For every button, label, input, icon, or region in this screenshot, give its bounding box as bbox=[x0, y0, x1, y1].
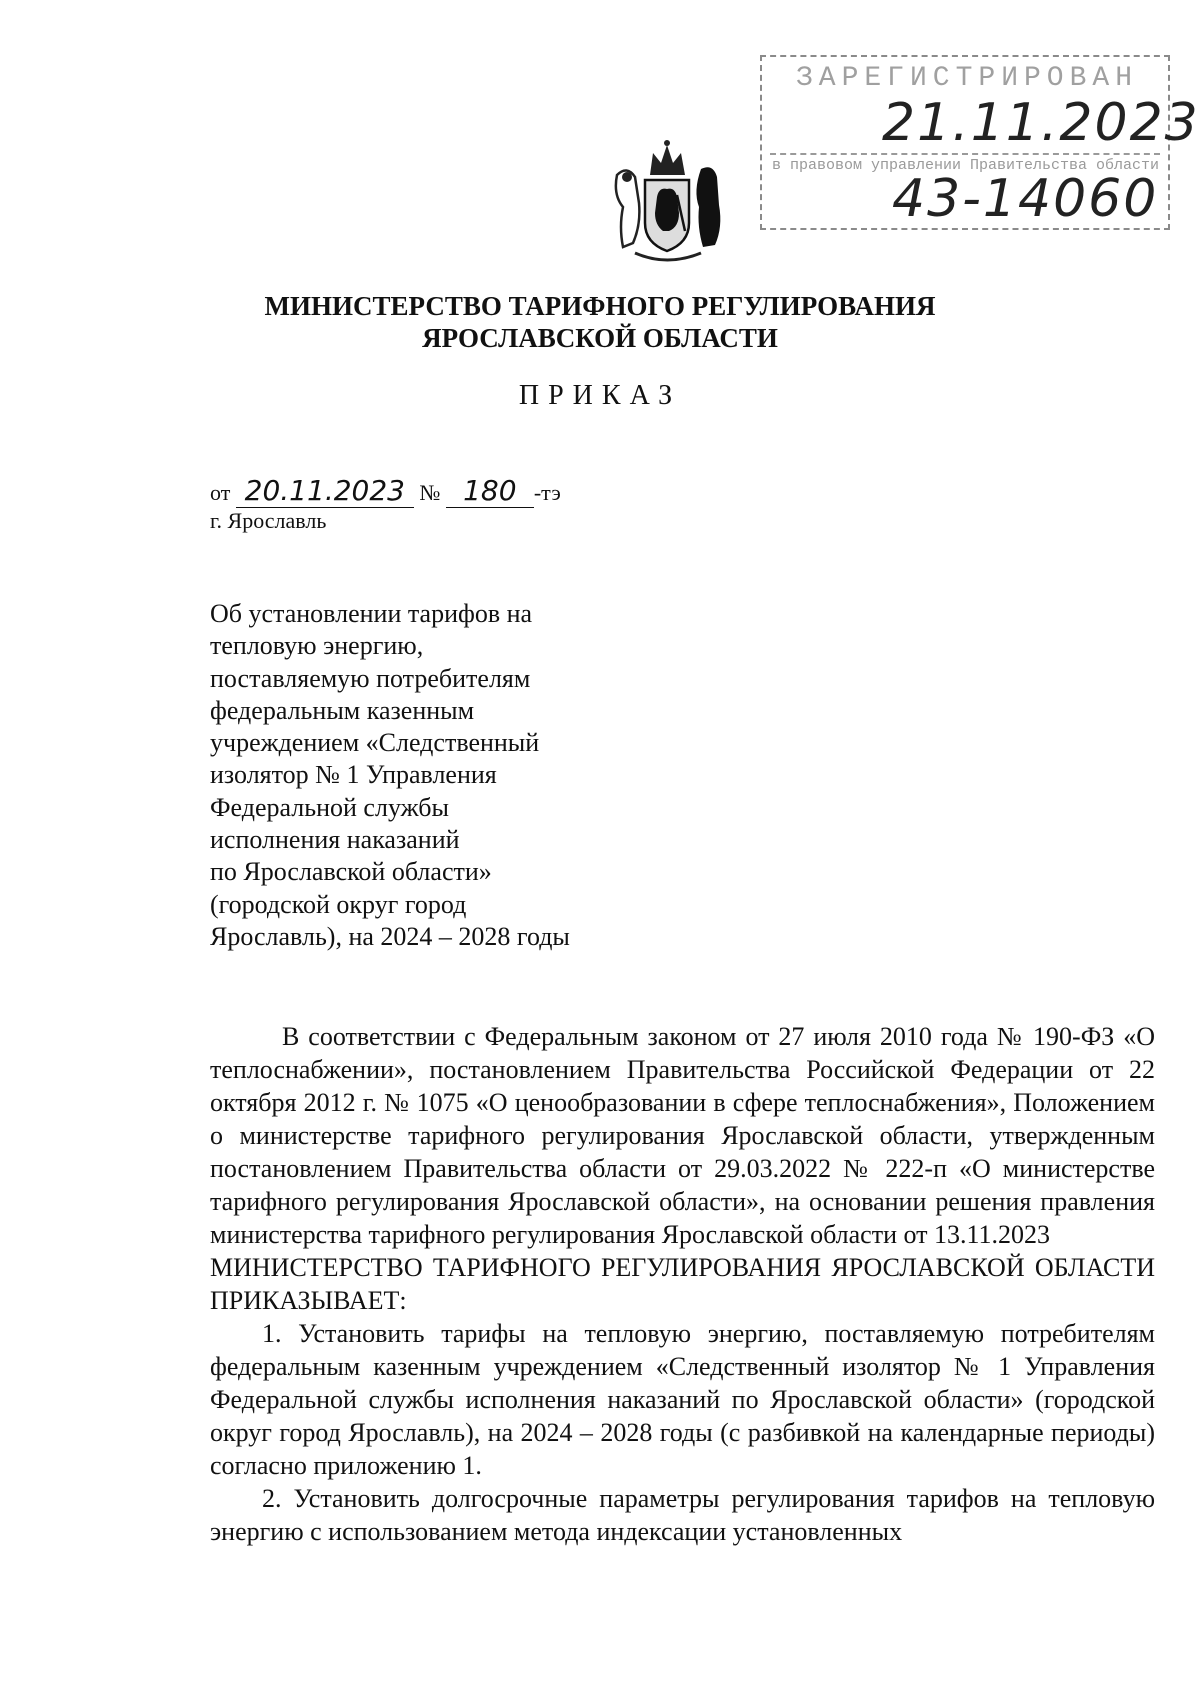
document-type: ПРИКАЗ bbox=[518, 380, 682, 411]
stamp-title: ЗАРЕГИСТРИРОВАН bbox=[795, 63, 1139, 94]
order-date: 20.11.2023 bbox=[236, 474, 414, 508]
subject-line: Ярославль), на 2024 – 2028 годы bbox=[210, 921, 570, 951]
order-body bbox=[210, 1020, 1155, 1548]
order-suffix: -тэ bbox=[533, 480, 561, 505]
subject-line: поставляемую потребителям bbox=[210, 663, 531, 693]
subject-line: тепловую энергию, bbox=[210, 631, 424, 661]
subject-line: изолятор № 1 Управления bbox=[210, 760, 497, 790]
yaroslavl-coat-of-arms-icon bbox=[605, 135, 730, 265]
subject-line: Об установлении тарифов на bbox=[210, 599, 533, 628]
orders-clause: МИНИСТЕРСТВО ТАРИФНОГО РЕГУЛИРОВАНИЯ ЯРОСЛАВСКОЙ ОБЛАСТИ ПРИКАЗЫВАЕТ: bbox=[210, 1253, 1155, 1315]
stamp-subtitle: в правовом управлении Правительства области bbox=[772, 157, 1160, 174]
registration-stamp bbox=[760, 55, 1200, 230]
subject-line: исполнения наказаний bbox=[210, 825, 460, 855]
order-city: г. Ярославль bbox=[210, 508, 327, 533]
order-number: 180 bbox=[446, 474, 534, 508]
ministry-line-1: МИНИСТЕРСТВО ТАРИФНОГО РЕГУЛИРОВАНИЯ bbox=[264, 291, 936, 321]
subject-line: Федеральной службы bbox=[210, 792, 449, 822]
order-subject bbox=[210, 598, 630, 953]
subject-line: (городской округ город bbox=[210, 889, 467, 919]
stamp-number: 43-14060 bbox=[892, 169, 1159, 229]
subject-line: федеральным казенным bbox=[210, 695, 475, 725]
from-label: от bbox=[210, 480, 231, 505]
stamp-date: 21.11.2023 bbox=[882, 93, 1200, 153]
order-item-1: 1. Установить тарифы на тепловую энергию, поставляемую потребителям федеральным казенным учреждением «Следственный изолятор № 1 Управления Федеральной службы исполнения наказаний по Ярославской области» (городской округ город Ярославль), на 2024 – 2028 годы (с разбивкой на календарные периоды) согласно приложению 1. bbox=[210, 1319, 1155, 1480]
subject-line: по Ярославской области» bbox=[210, 857, 492, 887]
order-date-number bbox=[210, 474, 561, 508]
subject-line: учреждением «Следственный bbox=[210, 728, 540, 758]
preamble-paragraph: В соответствии с Федеральным законом от 27 июля 2010 года № 190-ФЗ «О теплоснабжении», постановлением Правительства Российской Федерации от 22 октября 2012 г. № 1075 «О ценообразовании в сфере теплоснабжения», Положением о министерстве тарифного регулирования Ярославской области, утвержденным постановлением Правительства области от 29.03.2022 № 222-п «О министерстве тарифного регулирования Ярославской области», на основании решения правления министерства тарифного регулирования Ярославской области от 13.11.2023 bbox=[210, 1022, 1155, 1249]
ministry-line-2: ЯРОСЛАВСКОЙ ОБЛАСТИ bbox=[422, 323, 778, 353]
stamp-divider bbox=[770, 153, 1160, 155]
number-label: № bbox=[419, 480, 441, 505]
order-item-2: 2. Установить долгосрочные параметры регулирования тарифов на тепловую энергию с использованием метода индексации установленных bbox=[210, 1484, 1155, 1546]
ministry-name bbox=[0, 290, 1200, 354]
